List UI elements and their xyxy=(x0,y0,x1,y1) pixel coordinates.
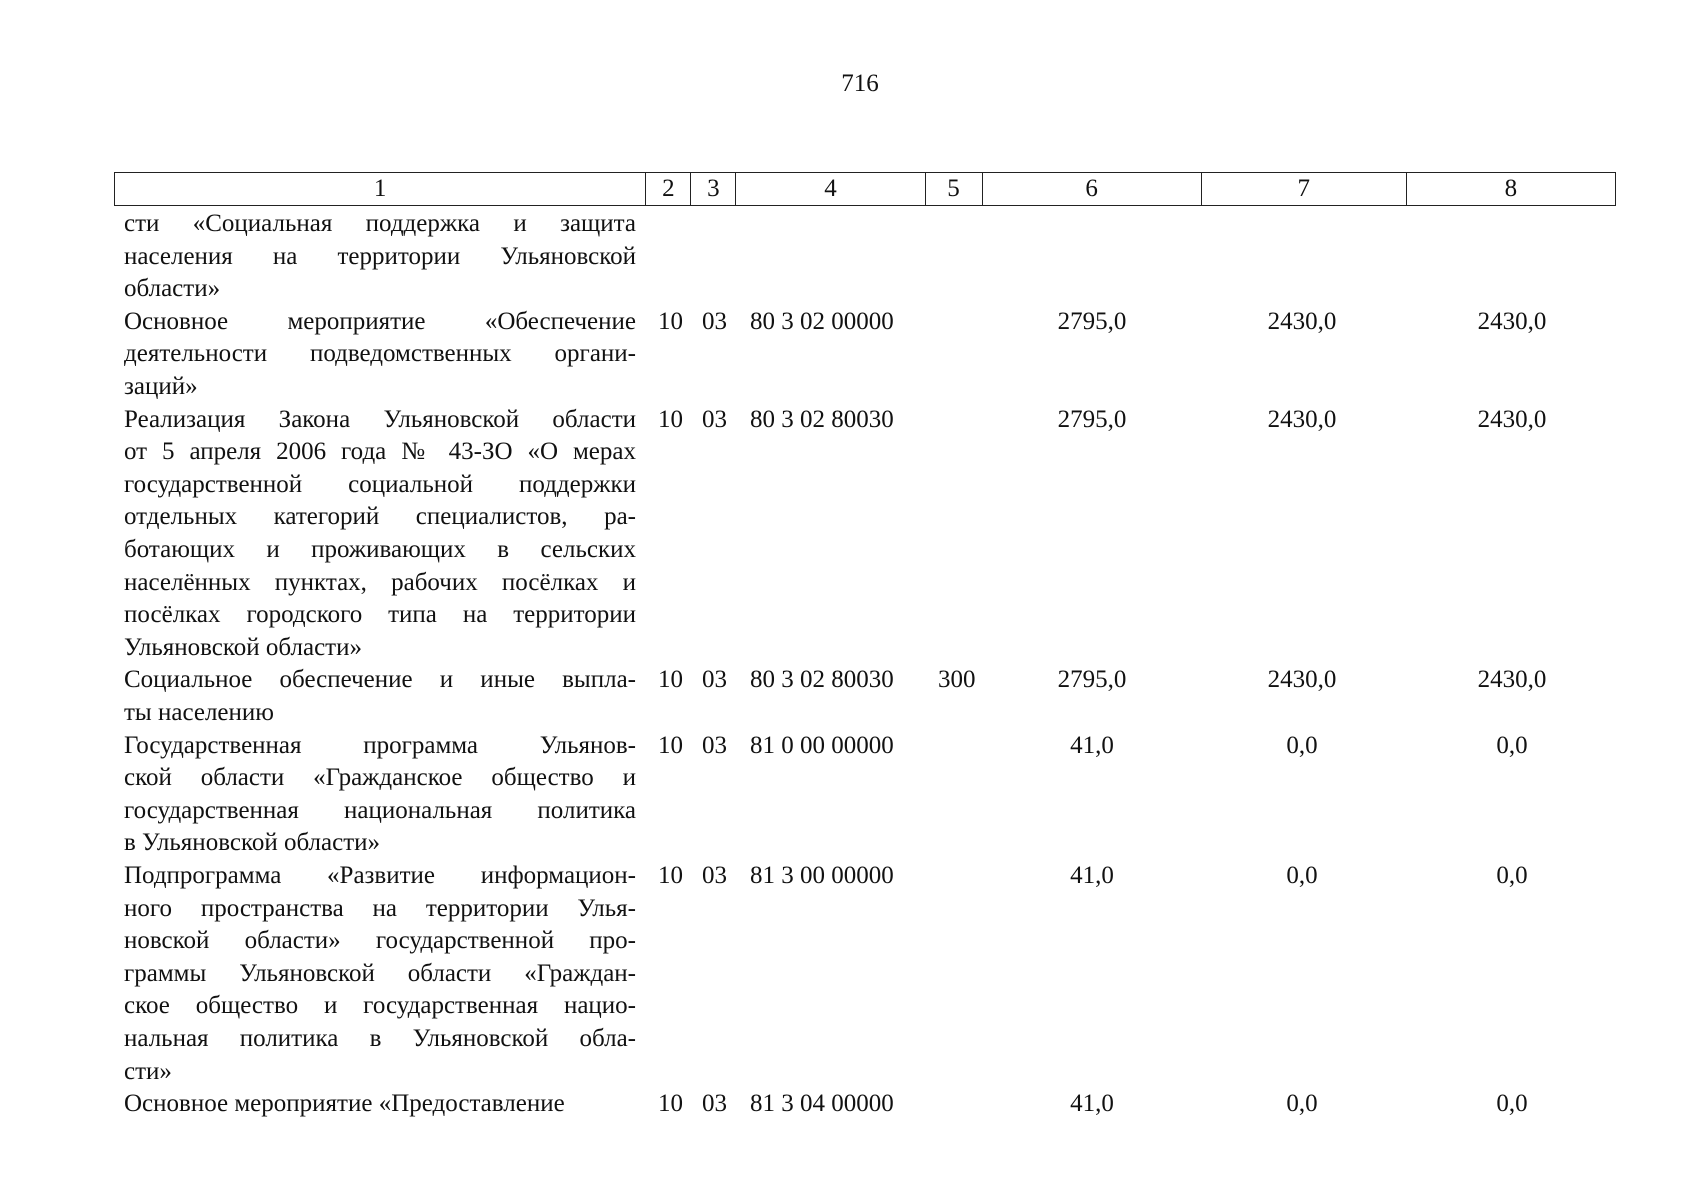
table-row xyxy=(0,860,1698,1088)
description-line: Подпрограмма «Развитие информацион- xyxy=(124,861,636,889)
row-description xyxy=(124,730,636,860)
row-description xyxy=(124,306,636,404)
description-line: ской области «Гражданское общество и xyxy=(124,764,636,792)
subsection-code: 03 xyxy=(702,1090,727,1118)
description-line: ское общество и государственная нацио- xyxy=(124,992,636,1020)
amount-col-6: 2795,0 xyxy=(1057,307,1127,335)
subsection-code: 03 xyxy=(702,405,727,433)
target-article-code: 80 3 02 80030 xyxy=(750,666,894,694)
column-header-1: 1 xyxy=(115,173,646,206)
description-line: деятельности подведомственных органи- xyxy=(124,340,636,368)
table-row xyxy=(0,306,1698,404)
description-line: государственная национальная политика xyxy=(124,796,636,824)
column-header-table xyxy=(114,172,1616,206)
amount-col-7: 2430,0 xyxy=(1267,666,1337,694)
column-header-2: 2 xyxy=(646,173,691,206)
description-line: сти «Социальная поддержка и защита xyxy=(124,210,636,237)
table-row xyxy=(0,664,1698,729)
amount-col-8: 2430,0 xyxy=(1477,307,1547,335)
description-line: Социальное обеспечение и иные выпла- xyxy=(124,666,636,694)
table-row xyxy=(0,1088,1698,1121)
amount-col-6: 41,0 xyxy=(1070,861,1114,889)
expense-type-code: 300 xyxy=(938,666,976,694)
row-description xyxy=(124,860,636,1088)
amount-col-6: 2795,0 xyxy=(1057,405,1127,433)
description-line: посёлках городского типа на территории xyxy=(124,601,636,629)
description-line: новской области» государственной про- xyxy=(124,927,636,955)
row-description xyxy=(124,404,636,665)
description-line: Государственная программа Ульянов- xyxy=(124,731,636,759)
description-line: отдельных категорий специалистов, ра- xyxy=(124,503,636,531)
description-line: Реализация Закона Ульяновской области xyxy=(124,405,636,433)
target-article-code: 81 3 04 00000 xyxy=(750,1090,894,1118)
amount-col-8: 2430,0 xyxy=(1477,666,1547,694)
amount-col-8: 2430,0 xyxy=(1477,405,1547,433)
description-line: нальная политика в Ульяновской обла- xyxy=(124,1024,636,1052)
section-code: 10 xyxy=(658,1090,683,1118)
description-line: Основное мероприятие «Предоставление xyxy=(124,1090,565,1118)
target-article-code: 80 3 02 80030 xyxy=(750,405,894,433)
description-line: государственной социальной поддержки xyxy=(124,470,636,498)
column-header-5: 5 xyxy=(925,173,982,206)
amount-col-8: 0,0 xyxy=(1496,861,1528,889)
subsection-code: 03 xyxy=(702,307,727,335)
column-header-7: 7 xyxy=(1201,173,1406,206)
description-line: населённых пунктах, рабочих посёлках и xyxy=(124,568,636,596)
amount-col-7: 0,0 xyxy=(1286,861,1318,889)
description-line: граммы Ульяновской области «Граждан- xyxy=(124,959,636,987)
column-header-8: 8 xyxy=(1406,173,1615,206)
table-row xyxy=(0,404,1698,665)
section-code: 10 xyxy=(658,405,683,433)
subsection-code: 03 xyxy=(702,666,727,694)
amount-col-8: 0,0 xyxy=(1496,1090,1528,1118)
column-header-4: 4 xyxy=(736,173,925,206)
amount-col-6: 41,0 xyxy=(1070,731,1114,759)
description-line: ты населению xyxy=(124,698,274,726)
description-line: ного пространства на территории Улья- xyxy=(124,894,636,922)
amount-col-7: 0,0 xyxy=(1286,731,1318,759)
amount-col-6: 2795,0 xyxy=(1057,666,1127,694)
target-article-code: 81 3 00 00000 xyxy=(750,861,894,889)
description-line: заций» xyxy=(124,372,198,400)
column-header-3: 3 xyxy=(691,173,736,206)
section-code: 10 xyxy=(658,307,683,335)
table-row xyxy=(0,730,1698,860)
target-article-code: 81 0 00 00000 xyxy=(750,731,894,759)
amount-col-7: 0,0 xyxy=(1286,1090,1318,1118)
column-header-row xyxy=(115,173,1616,206)
row-description xyxy=(124,208,636,306)
target-article-code: 80 3 02 00000 xyxy=(750,307,894,335)
subsection-code: 03 xyxy=(702,861,727,889)
description-line: ботающих и проживающих в сельских xyxy=(124,535,636,563)
section-code: 10 xyxy=(658,731,683,759)
row-description xyxy=(124,664,636,729)
column-header-6: 6 xyxy=(982,173,1201,206)
description-line: Основное мероприятие «Обеспечение xyxy=(124,307,636,335)
amount-col-8: 0,0 xyxy=(1496,731,1528,759)
description-line: области» xyxy=(124,275,221,303)
table-body xyxy=(0,208,1698,1121)
description-line: сти» xyxy=(124,1057,172,1085)
amount-col-7: 2430,0 xyxy=(1267,405,1337,433)
section-code: 10 xyxy=(658,861,683,889)
amount-col-7: 2430,0 xyxy=(1267,307,1337,335)
row-description xyxy=(124,1088,636,1121)
description-line: от 5 апреля 2006 года № 43-ЗО «О мерах xyxy=(124,438,636,466)
description-line: Ульяновской области» xyxy=(124,633,362,661)
table-row xyxy=(0,208,1698,306)
amount-col-6: 41,0 xyxy=(1070,1090,1114,1118)
page-number: 716 xyxy=(841,70,879,97)
section-code: 10 xyxy=(658,666,683,694)
description-line: населения на территории Ульяновской xyxy=(124,242,636,270)
description-line: в Ульяновской области» xyxy=(124,829,381,857)
subsection-code: 03 xyxy=(702,731,727,759)
